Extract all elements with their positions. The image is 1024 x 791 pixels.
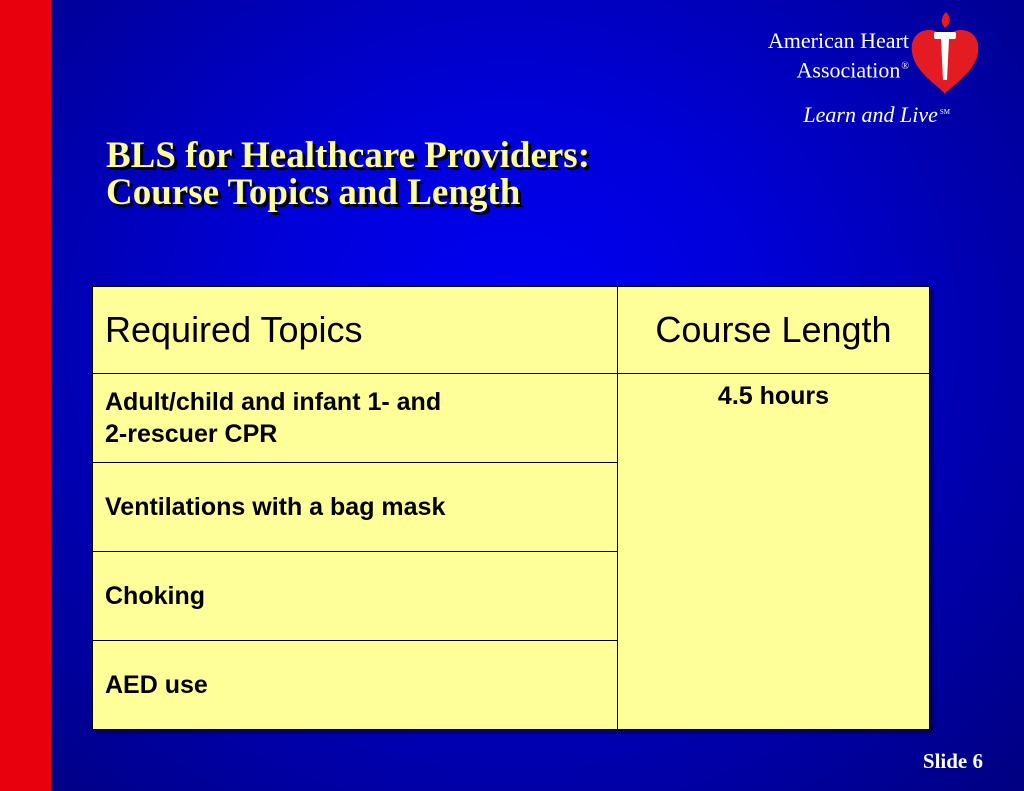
left-accent-bar <box>0 0 51 791</box>
aha-logo <box>764 10 994 127</box>
topic-cell: Choking <box>93 552 618 641</box>
topic-cell: Ventilations with a bag mask <box>93 463 618 552</box>
heart-torch-icon <box>910 10 980 98</box>
topic-cell: AED use <box>93 641 618 730</box>
logo-wordmark <box>768 28 909 83</box>
logo-line-1: American Heart <box>767 28 909 53</box>
topic-text: Adult/child and infant 1- and 2-rescuer CPR <box>105 388 442 448</box>
slide-number: Slide 6 <box>922 749 983 773</box>
topic-cell <box>93 374 618 463</box>
table-header-row <box>93 287 930 374</box>
slide-title: BLS for Healthcare Providers: Course Topics and Length <box>106 135 591 213</box>
header-required-topics: Required Topics <box>93 287 618 374</box>
course-length-cell: 4.5 hours <box>618 374 930 730</box>
registered-mark: ® <box>901 61 909 72</box>
logo-tagline <box>803 102 950 128</box>
table-row <box>93 374 930 463</box>
header-course-length: Course Length <box>618 287 930 374</box>
logo-line-2-text: Association <box>796 57 901 83</box>
course-topics-table <box>92 286 930 730</box>
service-mark: SM <box>939 107 950 116</box>
logo-line-2 <box>768 54 909 83</box>
logo-tagline-text: Learn and Live <box>803 102 938 127</box>
